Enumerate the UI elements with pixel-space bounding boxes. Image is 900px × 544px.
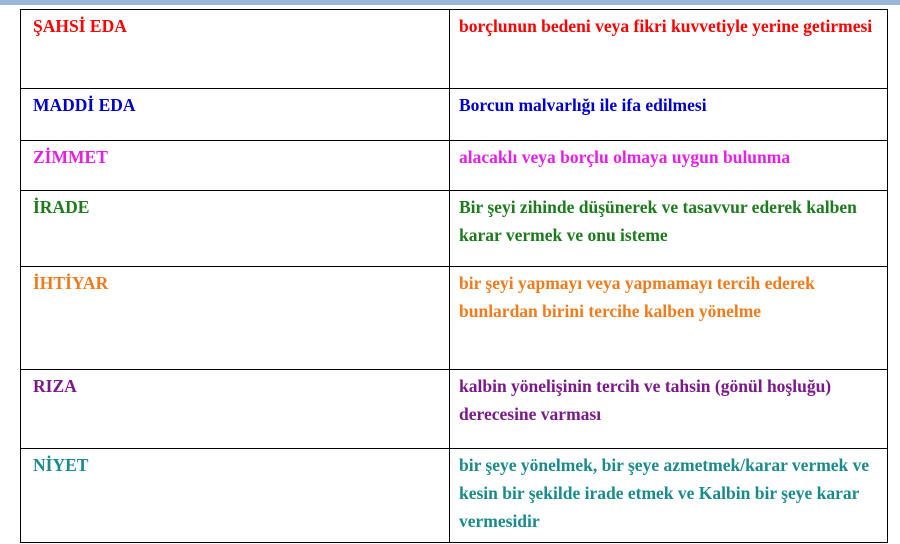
term-cell: MADDİ EDA xyxy=(21,89,450,141)
table-row xyxy=(21,141,888,191)
definition-cell: Borcun malvarlığı ile ifa edilmesi xyxy=(450,89,888,141)
definition-cell: kalbin yönelişinin tercih ve tahsin (gönül hoşluğu) derecesine varması xyxy=(450,370,888,449)
table-row xyxy=(21,449,888,543)
term-cell: ŞAHSİ EDA xyxy=(21,10,450,89)
top-accent-bar xyxy=(0,0,900,5)
definitions-table xyxy=(20,9,888,543)
term-cell: NİYET xyxy=(21,449,450,543)
definition-cell: bir şeyi yapmayı veya yapmamayı tercih ederek bunlardan birini tercihe kalben yönelme xyxy=(450,267,888,370)
term-cell: ZİMMET xyxy=(21,141,450,191)
table-row xyxy=(21,10,888,89)
term-cell: İHTİYAR xyxy=(21,267,450,370)
definition-cell: bir şeye yönelmek, bir şeye azmetmek/karar vermek ve kesin bir şekilde irade etmek ve Kalbin bir şeye karar vermesidir xyxy=(450,449,888,543)
definition-cell: Bir şeyi zihinde düşünerek ve tasavvur ederek kalben karar vermek ve onu isteme xyxy=(450,191,888,267)
definition-cell: borçlunun bedeni veya fikri kuvvetiyle yerine getirmesi xyxy=(450,10,888,89)
table-row xyxy=(21,267,888,370)
table-row xyxy=(21,89,888,141)
table-row xyxy=(21,370,888,449)
definition-cell: alacaklı veya borçlu olmaya uygun bulunma xyxy=(450,141,888,191)
term-cell: İRADE xyxy=(21,191,450,267)
table-row xyxy=(21,191,888,267)
term-cell: RIZA xyxy=(21,370,450,449)
